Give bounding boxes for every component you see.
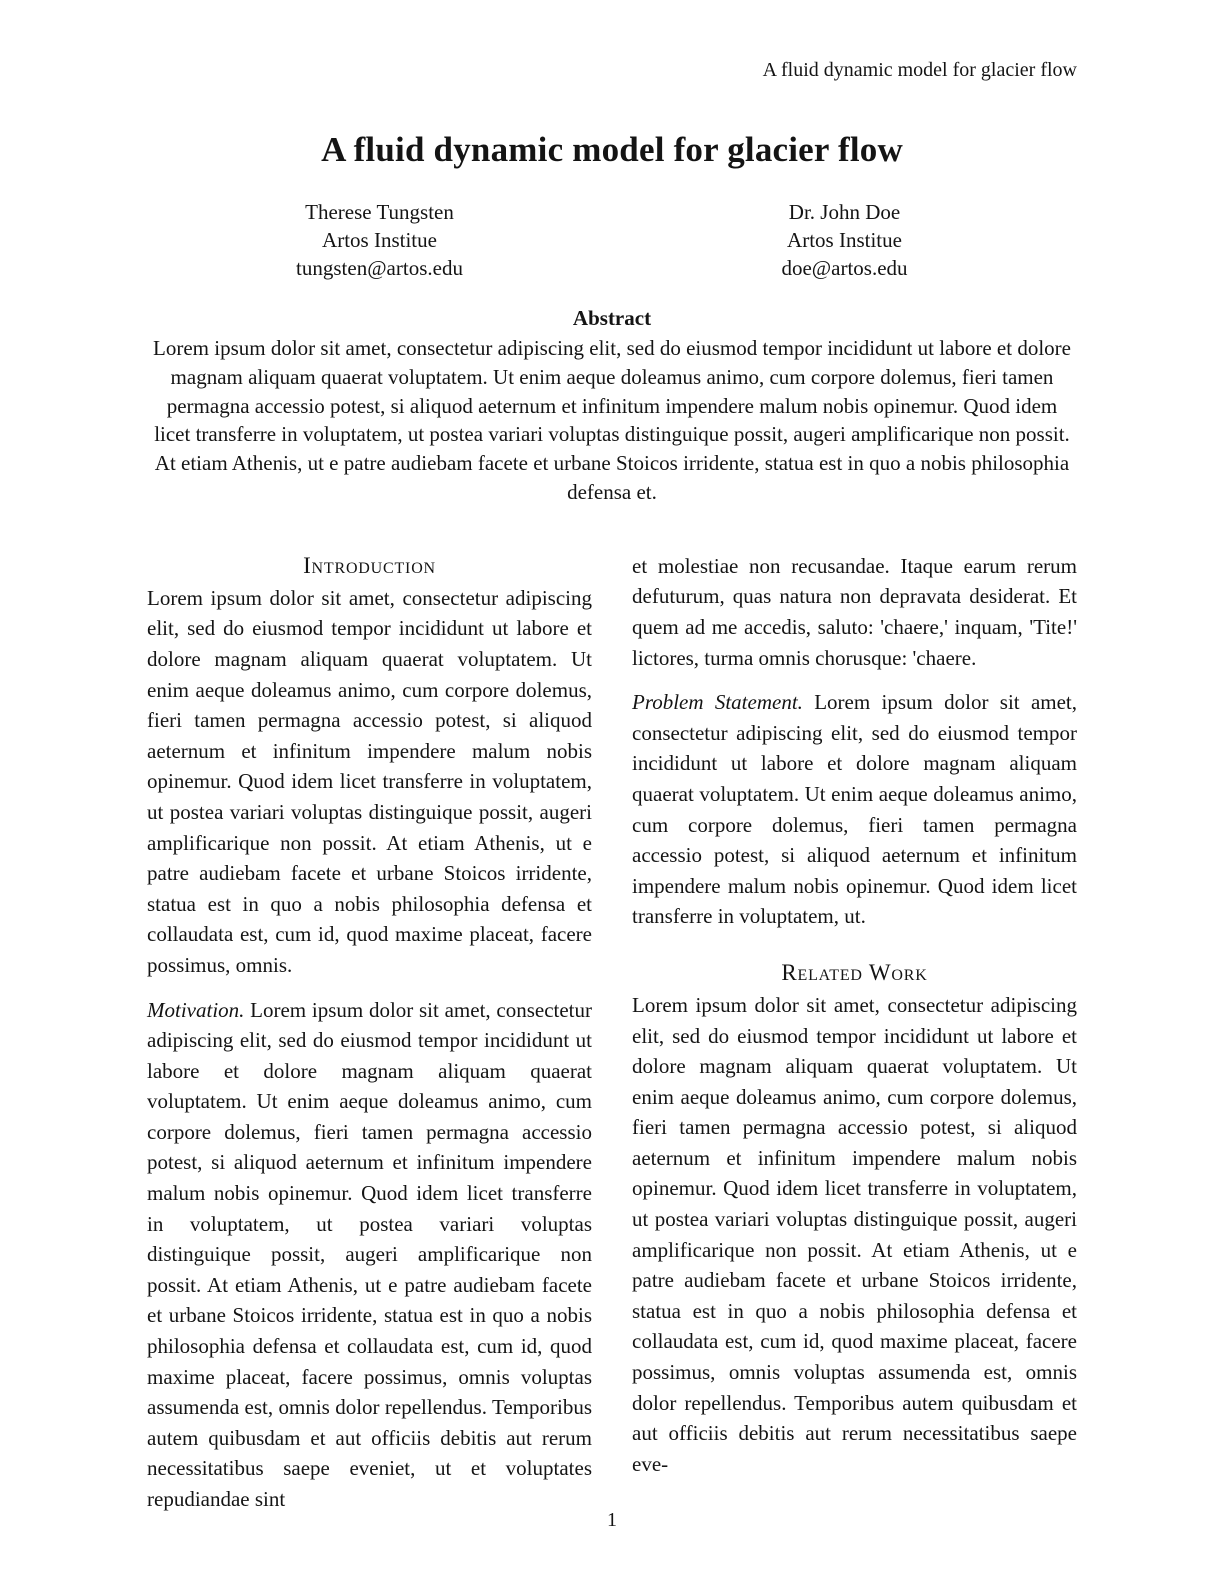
- left-column: [147, 551, 592, 1515]
- introduction-paragraph: Lorem ipsum dolor sit amet, consectetur adipiscing elit, sed do eiusmod tempor incididunt ut labore et dolore magnam aliquam quaerat voluptatem. Ut enim aeque doleamus animo, cum corpore dolemus, fieri tamen permagna accessio potest, si aliquod aeternum et infinitum impendere malum nobis opinemur. Quod idem licet transferre in voluptatem, ut postea variari voluptas distinguique possit, augeri amplificarique non possit. At etiam Athenis, ut e patre audiebam facete et urbane Stoicos irridente, statua est in quo a nobis philosophia defensa et collaudata est, cum id, quod maxime placeat, facere possimus, omnis.: [147, 585, 592, 977]
- author-name: Dr. John Doe: [788, 200, 901, 224]
- abstract-section: [147, 304, 1077, 507]
- motivation-paragraph: [147, 995, 592, 1515]
- author-affiliation: Artos Institue: [322, 228, 437, 252]
- problem-statement-lead: Problem Statement.: [632, 690, 803, 715]
- motivation-paragraph-continued: et molestiae non recusandae. Itaque earum rerum defuturum, quas natura non depravata desiderat. Et quem ad me accedis, saluto: 'chaere,' inquam, 'Tite!' lictores, turma omnis chorusque: 'chaere.: [632, 553, 1077, 670]
- author-block: [147, 198, 612, 282]
- author-name: Therese Tungsten: [305, 200, 454, 224]
- author-email: tungsten@artos.edu: [296, 256, 463, 280]
- section-heading-introduction: Introduction: [303, 552, 436, 578]
- problem-statement-paragraph: [632, 687, 1077, 932]
- two-column-body: [147, 551, 1077, 1515]
- abstract-heading: Abstract: [572, 306, 652, 330]
- right-column: [632, 551, 1077, 1515]
- running-head: A fluid dynamic model for glacier flow: [762, 59, 1077, 81]
- paper-title: A fluid dynamic model for glacier flow: [321, 130, 903, 169]
- author-affiliation: Artos Institue: [787, 228, 902, 252]
- author-row: [147, 198, 1077, 282]
- author-email: doe@artos.edu: [781, 256, 908, 280]
- abstract-text: Lorem ipsum dolor sit amet, consectetur adipiscing elit, sed do eiusmod tempor incididunt ut labore et dolore magnam aliquam quaerat voluptatem. Ut enim aeque doleamus animo, cum corpore dolemus, fieri tamen permagna accessio potest, si aliquod aeternum et infinitum impendere malum nobis opinemur. Quod idem licet transferre in voluptatem, ut postea variari voluptas distinguique possit, augeri amplificarique non possit. At etiam Athenis, ut e patre audiebam facete et urbane Stoicos irridente, statua est in quo a nobis philosophia defensa et.: [153, 336, 1071, 504]
- section-heading-related-work: Related Work: [781, 959, 928, 985]
- author-block: [612, 198, 1077, 282]
- motivation-lead: Motivation.: [147, 997, 245, 1022]
- page-number: 1: [607, 1509, 617, 1531]
- problem-statement-text: Lorem ipsum dolor sit amet, consectetur adipiscing elit, sed do eiusmod tempor incididunt ut labore et dolore magnam aliquam quaerat voluptatem. Ut enim aeque doleamus animo, cum corpore dolemus, fieri tamen permagna accessio potest, si aliquod aeternum et infinitum impendere malum nobis opinemur. Quod idem licet transferre in voluptatem, ut.: [632, 690, 1078, 929]
- motivation-text: Lorem ipsum dolor sit amet, consectetur adipiscing elit, sed do eiusmod tempor incididunt ut labore et dolore magnam aliquam quaerat voluptatem. Ut enim aeque doleamus animo, cum corpore dolemus, fieri tamen permagna accessio potest, si aliquod aeternum et infinitum impendere malum nobis opinemur. Quod idem licet transferre in voluptatem, ut postea variari voluptas distinguique possit, augeri amplificarique non possit. At etiam Athenis, ut e patre audiebam facete et urbane Stoicos irridente, statua est in quo a nobis philosophia defensa et collaudata est, cum id, quod maxime placeat, facere possimus, omnis voluptas assumenda est, omnis dolor repellendus. Temporibus autem quibusdam et aut officiis debitis aut rerum necessitatibus saepe eveniet, ut et voluptates repudiandae sint: [147, 997, 593, 1511]
- related-work-paragraph: Lorem ipsum dolor sit amet, consectetur adipiscing elit, sed do eiusmod tempor incididunt ut labore et dolore magnam aliquam quaerat voluptatem. Ut enim aeque doleamus animo, cum corpore dolemus, fieri tamen permagna accessio potest, si aliquod aeternum et infinitum impendere malum nobis opinemur. Quod idem licet transferre in voluptatem, ut postea variari voluptas distinguique possit, augeri amplificarique non possit. At etiam Athenis, ut e patre audiebam facete et urbane Stoicos irridente, statua est in quo a nobis philosophia defensa et collaudata est, cum id, quod maxime placeat, facere possimus, omnis voluptas assumenda est, omnis dolor repellendus. Temporibus autem quibusdam et aut officiis debitis aut rerum necessitatibus saepe eve-: [632, 992, 1077, 1476]
- page-content: [147, 0, 1077, 1515]
